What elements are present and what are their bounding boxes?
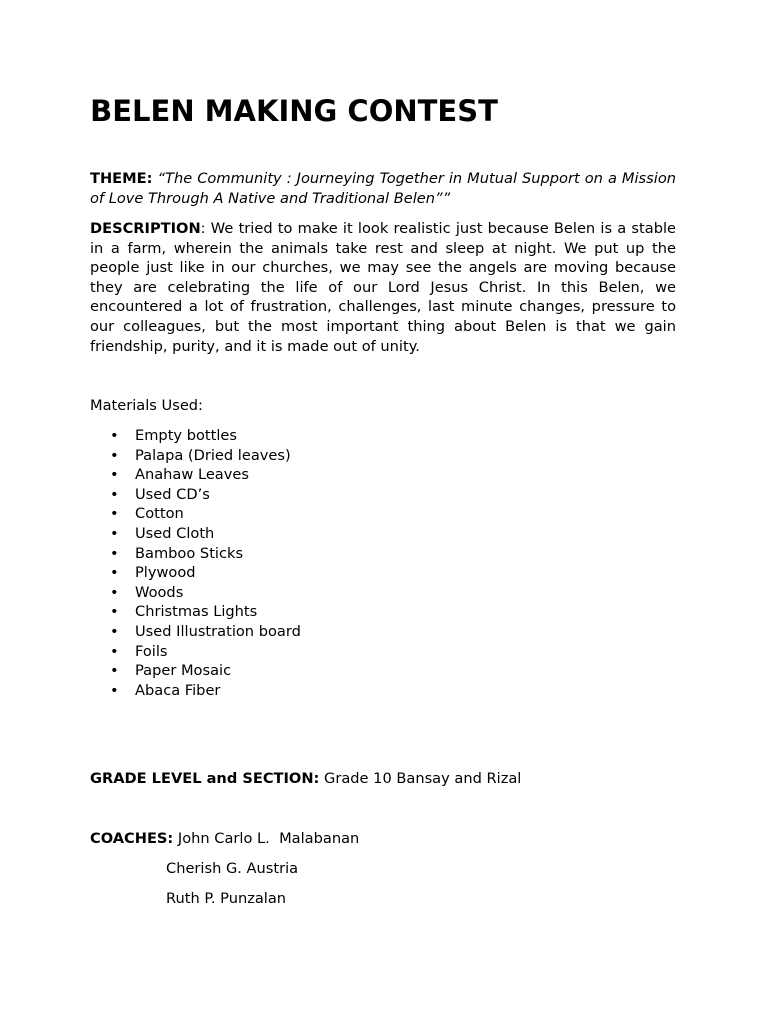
bullet-icon: • — [110, 564, 119, 582]
materials-list — [90, 426, 301, 700]
grade-section-line — [90, 769, 521, 789]
grade-value: Grade 10 Bansay and Rizal — [324, 770, 522, 787]
material-label: Woods — [135, 583, 184, 601]
list-item — [90, 465, 301, 485]
bullet-icon: • — [110, 681, 119, 699]
bullet-icon: • — [110, 466, 119, 484]
description-paragraph — [90, 219, 676, 356]
coach-name: Ruth P. Punzalan — [166, 890, 287, 907]
bullet-icon: • — [110, 524, 119, 542]
material-label: Used Illustration board — [135, 622, 301, 640]
list-item — [90, 661, 301, 681]
list-item — [90, 426, 301, 446]
description-label: DESCRIPTION — [90, 220, 201, 237]
material-label: Anahaw Leaves — [135, 466, 249, 484]
material-label: Empty bottles — [135, 427, 237, 444]
coach-name: Cherish G. Austria — [166, 860, 299, 877]
bullet-icon: • — [110, 662, 119, 680]
description-value: : We tried to make it look realistic just because Belen is a stable in a farm, wherein the animals take rest and sleep at night. We put up the people just like in our churches, we may see the angels are moving because they are celebrating the life of our Lord Jesus Christ. In this Belen, we encountered a lot of frustration, challenges, last minute changes, pressure to our colleagues, but the most important thing about Belen is that we gain friendship, purity, and it is made out of unity. — [90, 220, 676, 355]
bullet-icon: • — [110, 544, 119, 562]
list-item — [90, 602, 301, 622]
material-label: Foils — [135, 642, 168, 660]
list-item — [90, 504, 301, 524]
theme-label: THEME: — [90, 170, 153, 187]
material-label: Used Cloth — [135, 524, 215, 542]
bullet-icon: • — [110, 603, 119, 621]
material-label: Bamboo Sticks — [135, 544, 244, 562]
material-label: Paper Mosaic — [135, 662, 232, 680]
coaches-line — [90, 829, 359, 849]
list-item — [90, 446, 301, 466]
page-title: BELEN MAKING CONTEST — [90, 94, 498, 128]
material-label: Used CD’s — [135, 485, 210, 503]
bullet-icon: • — [110, 583, 119, 601]
list-item — [90, 583, 301, 603]
list-item — [90, 524, 301, 544]
material-label: Plywood — [135, 564, 196, 582]
list-item — [90, 544, 301, 564]
coaches-label: COACHES: — [90, 830, 174, 847]
list-item — [90, 622, 301, 642]
material-label: Palapa (Dried leaves) — [135, 446, 291, 464]
list-item — [90, 563, 301, 583]
bullet-icon: • — [110, 427, 119, 444]
material-label: Abaca Fiber — [135, 681, 221, 699]
bullet-icon: • — [110, 505, 119, 523]
bullet-icon: • — [110, 446, 119, 464]
theme-paragraph — [90, 169, 676, 208]
material-label: Christmas Lights — [135, 603, 258, 621]
materials-heading: Materials Used: — [90, 397, 203, 414]
list-item — [90, 642, 301, 662]
coach-name: John Carlo L. Malabanan — [177, 830, 360, 847]
bullet-icon: • — [110, 642, 119, 660]
grade-label: GRADE LEVEL and SECTION: — [90, 770, 320, 787]
theme-value: “The Community : Journeying Together in Mutual Support on a Mission of Love Through A Native and Traditional Belen”” — [90, 170, 676, 207]
bullet-icon: • — [110, 485, 119, 503]
material-label: Cotton — [135, 505, 184, 523]
list-item — [90, 681, 301, 701]
bullet-icon: • — [110, 622, 119, 640]
list-item — [90, 485, 301, 505]
